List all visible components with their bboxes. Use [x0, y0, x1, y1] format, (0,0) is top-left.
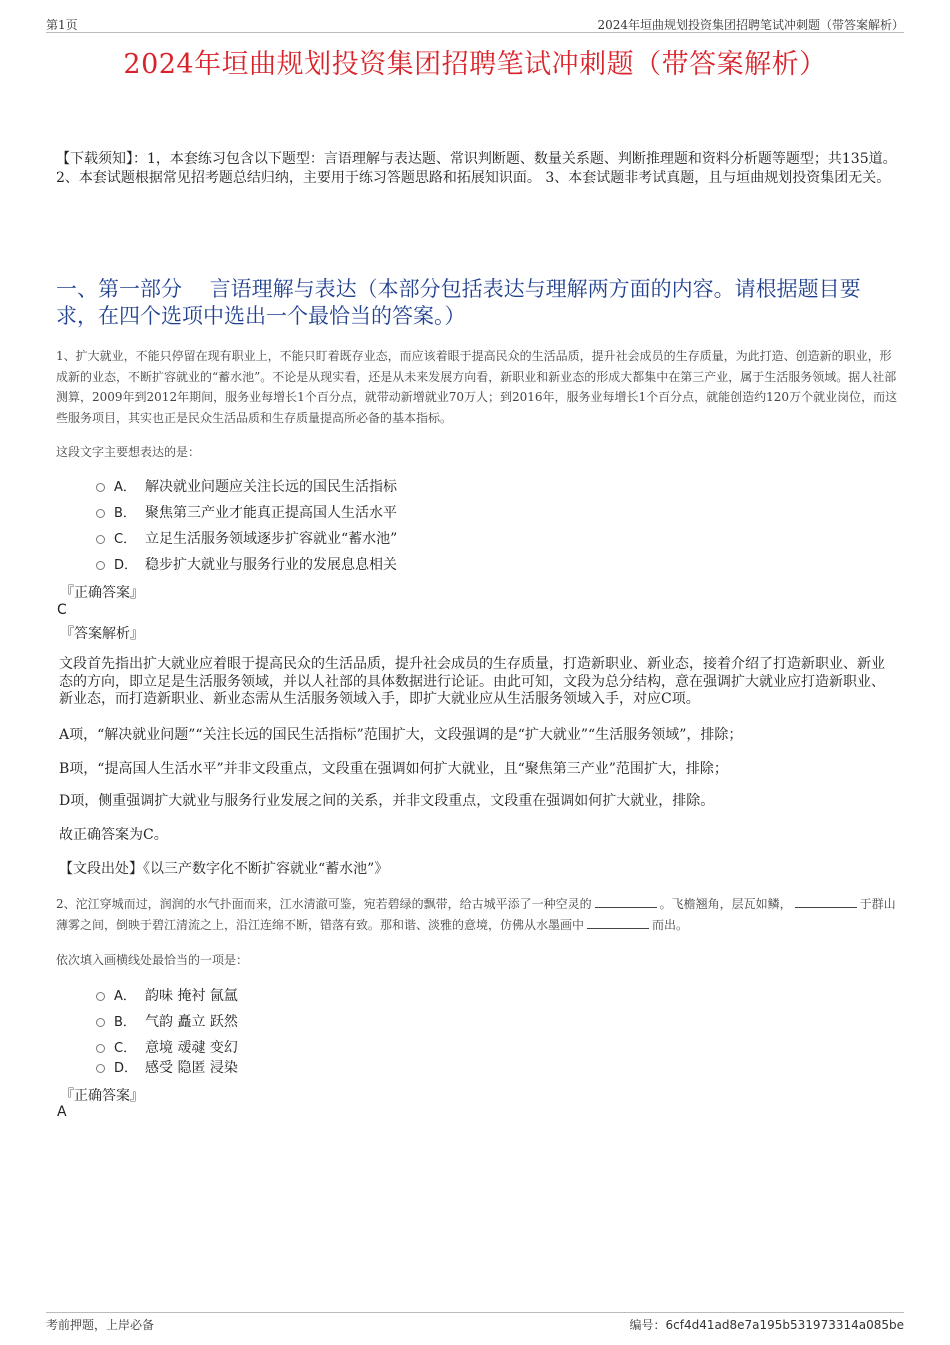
code-value: 6cf4d41ad8e7a195b531973314a085be	[665, 1318, 904, 1332]
q1-analysis-label: 『答案解析』	[60, 626, 144, 642]
fill-blank	[795, 895, 857, 908]
page-footer	[46, 1312, 904, 1335]
footer-slogan: 考前押题，上岸必备	[46, 1318, 155, 1332]
radio-icon[interactable]	[96, 483, 105, 492]
q1-answer: C	[57, 602, 67, 618]
option-text: 聚焦第三产业才能真正提高国人生活水平	[145, 505, 397, 521]
q1-analysis-b: B项，“提高国人生活水平”并非文段重点，文段重在强调如何扩大就业，且“聚焦第三产业”范围扩大，排除；	[59, 761, 728, 777]
q1-analysis-a: A项，“解决就业问题”“关注长远的国民生活指标”范围扩大，文段强调的是“扩大就业”“生活服务领域”，排除；	[59, 727, 743, 743]
q1-source: 【文段出处】《以三产数字化不断扩容就业“蓄水池”》	[59, 861, 389, 877]
page-number: 第1页	[46, 18, 78, 32]
radio-icon[interactable]	[96, 1018, 105, 1027]
q1-analysis-d: D项，侧重强调扩大就业与服务行业发展之间的关系，并非文段重点，文段重在强调如何扩大就业，排除。	[59, 793, 715, 809]
q1-analysis-conclusion: 故正确答案为C。	[59, 827, 168, 843]
stem-text: 而出。	[652, 917, 689, 932]
question-1-prompt: 这段文字主要想表达的是：	[56, 445, 201, 459]
option-text: 解决就业问题应关注长远的国民生活指标	[145, 479, 397, 495]
question-2-stem	[56, 894, 898, 935]
fill-blank	[595, 895, 657, 908]
radio-icon[interactable]	[96, 535, 105, 544]
page-header	[46, 12, 904, 33]
option-letter: C．	[114, 532, 137, 547]
option-letter: C．	[114, 1041, 137, 1056]
radio-icon[interactable]	[96, 1064, 105, 1073]
radio-icon[interactable]	[96, 509, 105, 518]
option-text: 稳步扩大就业与服务行业的发展息息相关	[145, 557, 397, 573]
q2-answer: A	[57, 1104, 67, 1120]
option-letter: A．	[114, 989, 136, 1004]
option-text: 立足生活服务领域逐步扩容就业“蓄水池”	[145, 531, 398, 547]
option-text: 意境 叆叇 变幻	[145, 1040, 238, 1056]
q1-analysis-main: 文段首先指出扩大就业应着眼于提高民众的生活品质，提升社会成员的生存质量，打造新职业、新业态，接着介绍了打造新职业、新业态的方向，即立足是生活服务领域，并以人社部的具体数据进行论证。由此可知，文段为总分结构，意在强调扩大就业应打造新职业、新业态，而打造新职业、新业态需从生活服务领域入手，即扩大就业应从生活服务领域入手，对应C项。	[59, 656, 885, 707]
document-title: 2024年垣曲规划投资集团招聘笔试冲刺题（带答案解析）	[123, 49, 827, 80]
section-title: 一、第一部分 言语理解与表达（本部分包括表达与理解两方面的内容。请根据题目要求，在四个选项中选出一个最恰当的答案。）	[56, 277, 861, 328]
question-1-stem: 1、扩大就业，不能只停留在现有职业上，不能只盯着既存业态，而应该着眼于提高民众的生活品质，提升社会成员的生存质量，为此打造、创造新的职业，形成新的业态，不断扩容就业的“蓄水池”。不论是从现实看，还是从未来发展方向看，新职业和新业态的形成大都集中在第三产业，属于生活服务领域。据人社部测算，2009年到2012年期间，服务业每增长1个百分点，就带动新增就业70万人；到2016年，服务业每增长1个百分点，就能创造约120万个就业岗位，而这些服务项目，其实也正是民众生活品质和生存质量提高所必备的基本指标。	[56, 349, 898, 425]
header-doc-title: 2024年垣曲规划投资集团招聘笔试冲刺题（带答案解析）	[597, 18, 904, 32]
option-text: 感受 隐匿 浸染	[145, 1060, 238, 1076]
question-2-prompt: 依次填入画横线处最恰当的一项是：	[56, 953, 249, 967]
q2-answer-label: 『正确答案』	[60, 1088, 144, 1104]
radio-icon[interactable]	[96, 561, 105, 570]
radio-icon[interactable]	[96, 992, 105, 1001]
option-text: 气韵 矗立 跃然	[145, 1014, 238, 1030]
stem-text: 2、沱江穿城而过，润润的水气扑面而来，江水清澈可鉴，宛若碧绿的飘带，给古城平添了一种空灵的	[56, 897, 592, 911]
option-letter: B．	[114, 1015, 136, 1030]
option-letter: D．	[114, 558, 138, 573]
document-code	[630, 1316, 904, 1333]
stem-text: 于群山薄雾之间，倒映于碧江清流之上，沿江连绵不断，错落有致。那和谐、淡雅的意境，仿佛从水墨画中	[56, 897, 896, 932]
code-label: 编号：	[629, 1318, 666, 1332]
option-letter: D．	[114, 1061, 138, 1076]
q1-answer-label: 『正确答案』	[60, 585, 144, 601]
fill-blank	[587, 916, 649, 929]
stem-text: 。飞檐翘角，层瓦如鳞，	[659, 897, 792, 911]
option-text: 韵味 掩衬 氤氲	[145, 988, 238, 1004]
option-letter: B．	[114, 506, 136, 521]
radio-icon[interactable]	[96, 1044, 105, 1053]
option-letter: A．	[114, 480, 136, 495]
download-notice: 【下载须知】：1，本套练习包含以下题型：言语理解与表达题、常识判断题、数量关系题、判断推理题和资料分析题等题型；共135道。 2、本套试题根据常见招考题总结归纳，主要用于练习答题思路和拓展知识面。 3、本套试题非考试真题，且与垣曲规划投资集团无关。	[56, 151, 897, 186]
